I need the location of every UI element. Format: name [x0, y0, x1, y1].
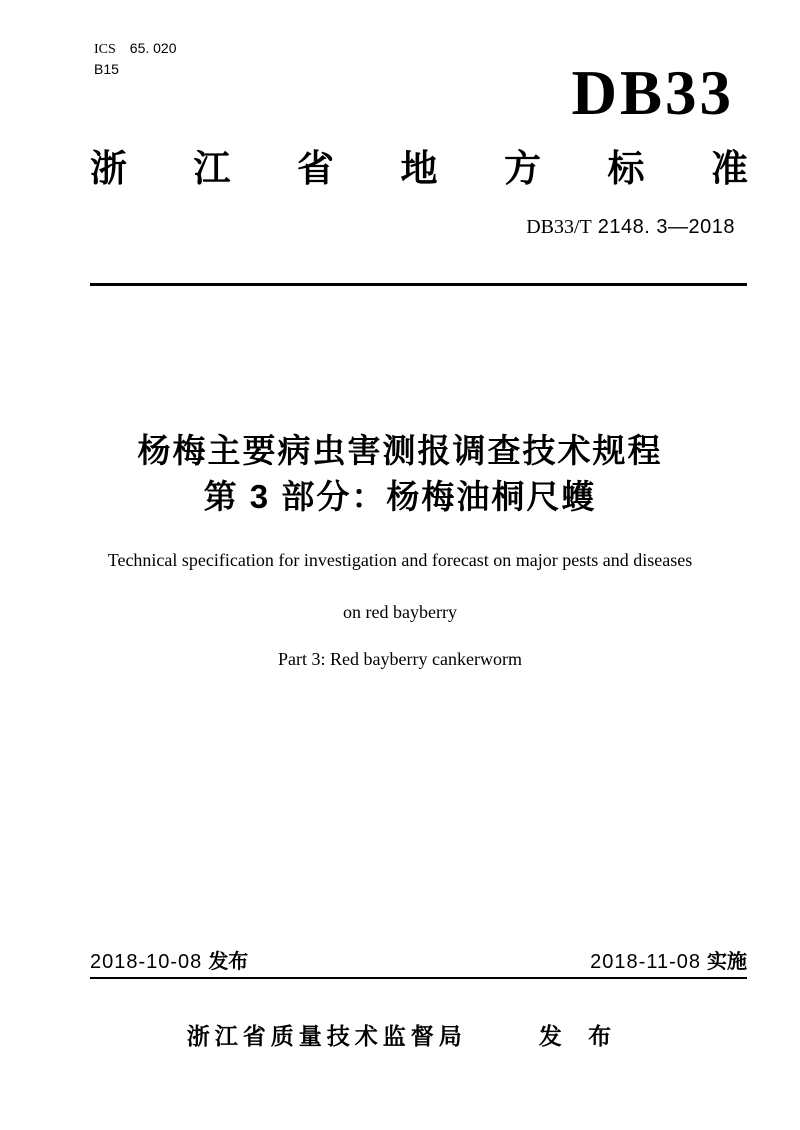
standard-name-char: 标 — [607, 148, 645, 189]
standard-number-rest: 2148. 3—2018 — [597, 216, 735, 238]
page-title-en-line2: on red bayberry — [343, 602, 457, 622]
page-title-zh-line1: 杨梅主要病虫害测报调查技术规程 — [137, 432, 663, 469]
standard-name-row — [90, 147, 748, 191]
page-title-en-line3: Part 3: Red bayberry cankerworm — [278, 649, 522, 669]
publisher-name: 浙江省质量技术监督局 — [186, 1023, 467, 1049]
release-label: 发布 — [208, 951, 249, 973]
release-date: 2018-10-08 — [90, 951, 203, 973]
implement-label: 实施 — [707, 951, 747, 973]
standard-name-char: 准 — [711, 148, 748, 189]
implement-date: 2018-11-08 — [590, 951, 701, 973]
page-title-zh-line2: 第 3 部分：杨梅油桐尺蠖 — [203, 478, 597, 515]
date-row — [90, 950, 747, 979]
ics-code: 65. 020 — [129, 40, 177, 56]
standard-number-prefix: DB33/T — [526, 216, 592, 238]
page-title-zh — [0, 428, 800, 520]
standard-name-char: 地 — [400, 148, 438, 189]
publisher-row — [0, 1022, 800, 1050]
header-divider — [90, 283, 747, 286]
standard-name-char: 方 — [504, 148, 541, 189]
standard-number — [526, 215, 735, 239]
implement-date-group — [590, 950, 747, 974]
classification-code: B15 — [94, 61, 119, 77]
release-date-group — [90, 950, 248, 974]
page-title-en-line1: Technical specification for investigation and forecast on major pests and diseases — [107, 550, 693, 570]
standard-name-char: 浙 — [90, 148, 127, 189]
ics-line — [94, 40, 177, 59]
issue-label: 发 布 — [538, 1023, 614, 1049]
ics-label: ICS — [94, 42, 116, 57]
db33-logo: DB33 — [571, 58, 734, 128]
standard-name-char: 省 — [297, 148, 334, 189]
standard-name-char: 江 — [193, 148, 231, 189]
